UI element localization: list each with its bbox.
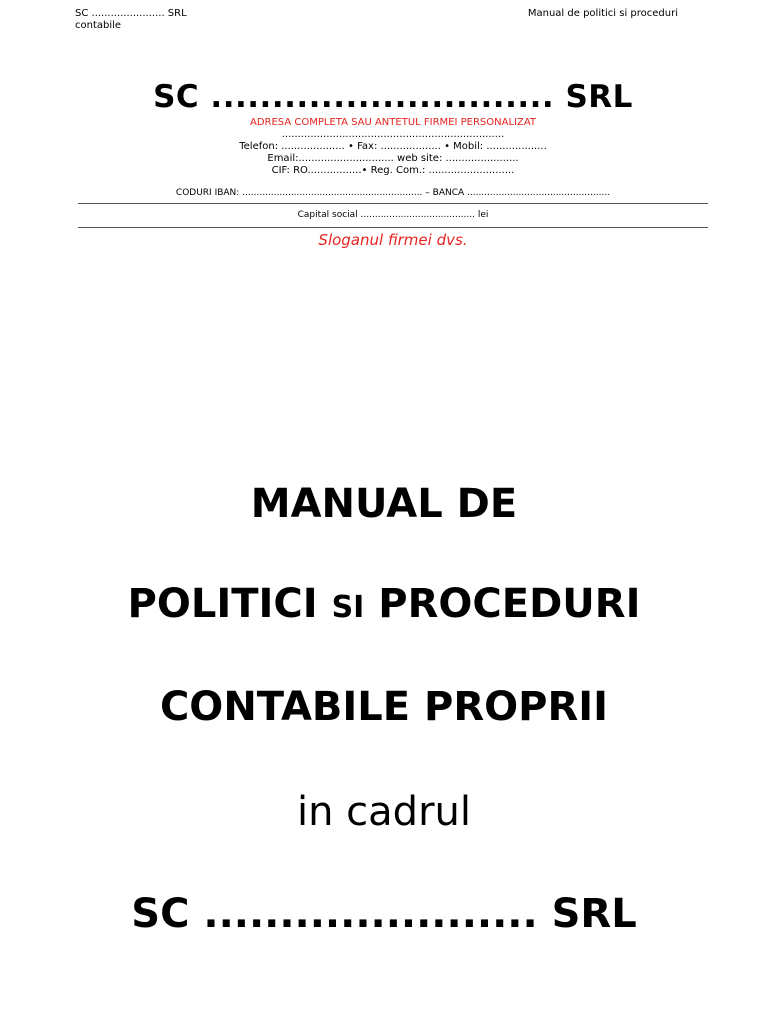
share-capital: Capital social ........................................ lei: [297, 210, 489, 220]
title-line-4: in cadrul: [297, 789, 471, 835]
company-slogan: Sloganul firmei dvs.: [318, 231, 468, 249]
contact-cif-regcom: CIF: RO.................• Reg. Com.: ...........................: [271, 165, 515, 176]
title-line-1: MANUAL DE: [250, 481, 518, 527]
company-name: SC ............................ SRL: [153, 79, 633, 115]
title-line-2: [0, 580, 768, 632]
running-header-company: SC ....................... SRL: [75, 8, 187, 19]
contact-email-website: Email:.............................. web site: .......................: [267, 153, 519, 164]
title-proceduri: PROCEDURI: [364, 581, 641, 627]
address-placeholder: ......................................................................: [281, 129, 505, 140]
title-line-5: SC ...................... SRL: [131, 891, 637, 937]
running-header-left: [75, 8, 335, 32]
title-si: SI: [331, 590, 365, 625]
running-header-title: Manual de politici si proceduri: [527, 8, 678, 19]
title-politici: POLITICI: [127, 581, 332, 627]
letterhead: [78, 78, 708, 250]
divider-top: [78, 203, 708, 204]
title-line-3: CONTABILE PROPRII: [159, 684, 609, 730]
iban-codes: CODURI IBAN: ............................................................... – BANCA ..................................................: [175, 188, 611, 198]
divider-bottom: [78, 227, 708, 228]
company-address: ADRESA COMPLETA SAU ANTETUL FIRMEI PERSONALIZAT: [249, 117, 536, 128]
running-header-continuation: contabile: [75, 20, 122, 31]
contact-phone-fax-mobile: Telefon: .................... • Fax: ................... • Mobil: ...................: [239, 141, 547, 152]
